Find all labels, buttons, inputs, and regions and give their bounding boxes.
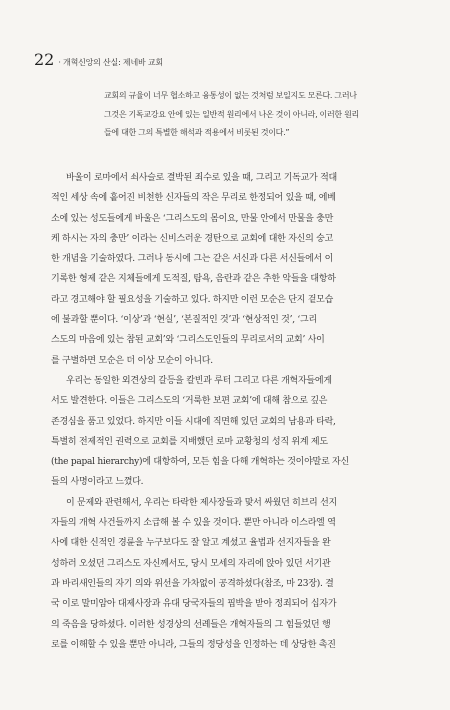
body-line: 소에 있는 성도들에게 바울은 ‘그리스도의 몸이요, 만물 안에서 만물을 충만 bbox=[51, 213, 334, 224]
page-number: 22 bbox=[34, 50, 55, 69]
body-line: 적인 세상 속에 흩어진 비천한 신자들의 작은 무리로 한정되어 있을 때, 에베 bbox=[51, 193, 336, 204]
page-header bbox=[34, 50, 163, 69]
body-line: 과 바리새인들의 자기 의와 위선을 가차없이 공격하셨다(참조, 마 23장). 결 bbox=[51, 578, 334, 589]
body-line: 특별히 전제적인 권력으로 교회를 지배했던 로마 교황청의 성직 위계 제도 bbox=[51, 436, 328, 447]
body-line: 에 불과할 뿐이다. ‘이상’과 ‘현실’, ‘본질적인 것’과 ‘현상적인 것’, ‘그리 bbox=[51, 315, 317, 326]
block-quote bbox=[104, 87, 416, 143]
body-line: 의 죽음을 당하셨다. 이러한 성경상의 선례들은 개혁자들의 그 힘들었던 행 bbox=[51, 619, 331, 630]
body-line: 국 이로 말미암아 대제사장과 유대 당국자들의 핍박을 받아 정죄되어 십자가 bbox=[51, 599, 337, 610]
body-line: 기록한 형제 같은 지체들에게 도적질, 탐욕, 음란과 같은 추한 악들을 대항하 bbox=[51, 274, 336, 285]
body-line: 들의 사명이라고 느꼈다. bbox=[51, 477, 144, 488]
body-line: 자들의 개혁 사건들까지 소급해 볼 수 있을 것이다. 뿐만 아니라 이스라엘 역 bbox=[51, 518, 336, 529]
body-line: 스도의 마음에 있는 참된 교회’와 ‘그리스도인들의 무리로서의 교회’ 사이 bbox=[51, 335, 325, 346]
body-line: 서도 발견한다. 이들은 그리스도의 ‘거룩한 보편 교회’에 대해 참으로 깊은 bbox=[51, 396, 328, 407]
body-line: 를 구별하면 모순은 더 이상 모순이 아니다. bbox=[51, 355, 213, 366]
quote-line: 들에 대한 그의 특별한 해석과 적용에서 비롯된 것이다.” bbox=[104, 128, 290, 137]
body-line: 사에 대한 신적인 경륜을 누구보다도 잘 알고 계셨고 율법과 선지자들을 완 bbox=[51, 538, 331, 549]
body-line: 로를 이해할 수 있을 뿐만 아니라, 그들의 정당성을 인정하는 데 상당한 촉진 bbox=[51, 639, 336, 650]
body-line: 한 개념을 기술하였다. 그러나 동시에 그는 같은 서신과 다른 서신들에서 이 bbox=[51, 254, 334, 265]
body-line: 성하러 오셨던 그리스도 자신께서도, 당시 모세의 자리에 앉아 있던 서기관 bbox=[51, 558, 331, 569]
quote-line: 그것은 기독교강요 안에 있는 일반적 원리에서 나온 것이 아니라, 이러한 원리 bbox=[104, 109, 359, 119]
body-line: 존경심을 품고 있었다. 하지만 이들 시대에 직면해 있던 교회의 남용과 타락, bbox=[51, 416, 336, 427]
paragraph-first-line: 우리는 동일한 외견상의 갈등을 칼빈과 루터 그리고 다른 개혁자들에게 bbox=[66, 375, 332, 386]
paragraph-first-line: 바울이 로마에서 쇠사슬로 결박된 죄수로 있을 때, 그리고 기독교가 적대 bbox=[66, 173, 337, 183]
body-line: (the papal hierarchy)에 대항하여, 모든 힘을 다해 개혁하는 것이야말로 자신 bbox=[51, 457, 349, 468]
quote-line: 교회의 규율이 너무 협소하고 융통성이 없는 것처럼 보일지도 모른다. 그러나 bbox=[104, 91, 357, 100]
paragraph-first-line: 이 문제와 관련해서, 우리는 타락한 제사장들과 맞서 싸웠던 히브리 선지 bbox=[66, 497, 337, 508]
body-text bbox=[51, 168, 406, 655]
running-title: · 개혁신앙의 산실: 제네바 교회 bbox=[58, 58, 163, 67]
body-line: 케 하시는 자의 충만’ 이라는 신비스러운 경탄으로 교회에 대한 자신의 숭고 bbox=[51, 233, 334, 244]
body-line: 라고 경고해야 할 필요성을 기술하고 있다. 하지만 이런 모순은 단지 겉모습 bbox=[51, 294, 334, 305]
